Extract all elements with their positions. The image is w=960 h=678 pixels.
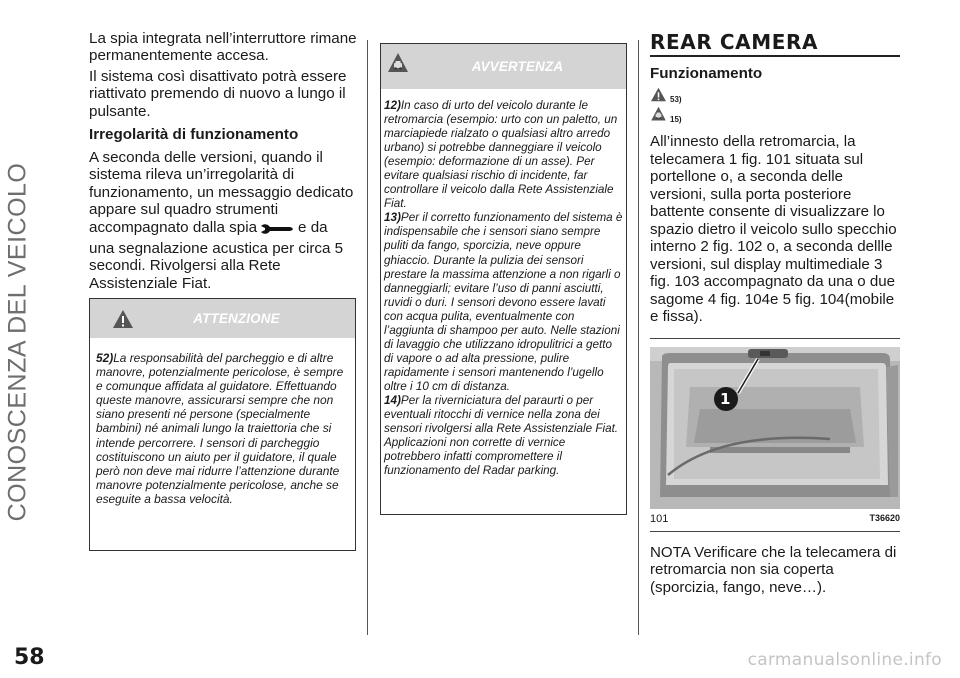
- column-divider-2: [638, 40, 639, 635]
- note-text: In caso di urto del veicolo durante le retromarcia (esempio: urto con un paletto, un marciapiede rialzato o qualsiasi altro arredo urbano) si potrebbe danneggiare il veicolo (esempio: deformazione di un asse). Per evitare qualsiasi rischio di incidente, far controllare il veicolo dalla Rete Assistenziale Fiat.: [384, 99, 618, 211]
- operation-heading: Funzionamento: [650, 65, 763, 82]
- avvertenza-body: [381, 89, 626, 486]
- warning-reference: [650, 87, 900, 107]
- wrench-icon: [259, 222, 295, 240]
- warning-triangle-icon: [112, 309, 134, 334]
- watermark: carmanualsonline.info: [747, 650, 942, 670]
- note-ref: 52): [96, 351, 114, 365]
- figure-bottom-rule: [650, 531, 900, 532]
- section-title: REAR CAMERA: [650, 30, 819, 54]
- note-ref: 12): [384, 99, 401, 112]
- page-number: 58: [14, 645, 45, 670]
- figure-caption: [650, 513, 900, 525]
- attenzione-box: [89, 298, 356, 551]
- side-section-title-text: CONOSCENZA DEL VEICOLO: [3, 162, 32, 522]
- caution-reference: [650, 107, 900, 127]
- figure-code: T36620: [869, 512, 900, 523]
- caution-reference-number: 15): [670, 115, 682, 124]
- note-14: [384, 394, 623, 478]
- camera-description: All’innesto della retromarcia, la telecamera 1 fig. 101 situata sul portellone o, a seconda delle versioni, sulla porta posteriore battente consente di visualizzare lo spazio dietro il veicolo sullo specchio interno 2 fig. 102 o, a seconda dellle versioni, sul display multimediale 3 fig. 103 accompagnato da una o due sagome 4 fig. 104e 5 fig. 104(mobile e fissa).: [650, 133, 897, 325]
- malfunction-text-after: e da una segnalazione acustica per circa 5 secondi. Rivolgersi alla Rete Assistenziale Fiat.: [89, 218, 344, 292]
- car-warning-icon: [387, 52, 409, 79]
- attenzione-title: ATTENZIONE: [193, 311, 280, 326]
- note-12: [384, 99, 623, 211]
- rear-window-illustration: [650, 347, 900, 509]
- note-ref: 14): [384, 393, 401, 407]
- warning-triangle-icon: [650, 87, 667, 107]
- column-1: [89, 30, 357, 295]
- column-3: [650, 30, 900, 599]
- note-text: Per la riverniciatura del paraurti o per eventuali ritocchi di vernice nella zona dei sensori rivolgersi alla Rete Assistenziale Fiat. Applicazioni non corrette di vernice potrebbero infatti compromettere il funzionamento del Radar parking.: [384, 393, 619, 478]
- avvertenza-title: AVVERTENZA: [471, 59, 564, 74]
- intro-paragraph-2: Il sistema così disattivato potrà essere riattivato premendo di nuovo a lungo il pulsante.: [89, 67, 347, 120]
- column-divider-1: [367, 40, 368, 635]
- intro-paragraph-1: La spia integrata nell’interruttore rimane permanentemente accesa.: [89, 30, 357, 65]
- avvertenza-box: [380, 43, 627, 515]
- warning-reference-number: 53): [670, 95, 682, 104]
- note-ref: 13): [384, 211, 401, 225]
- car-warning-icon: [650, 106, 667, 127]
- note-13: [384, 211, 623, 394]
- figure-number: 101: [650, 512, 669, 525]
- malfunction-heading: Irregolarità di funzionamento: [89, 126, 299, 144]
- attenzione-body: [90, 338, 355, 514]
- avvertenza-header: [381, 44, 626, 89]
- section-title-rule: [650, 55, 900, 57]
- note-52: [96, 351, 350, 506]
- figure-top-rule: [650, 338, 900, 339]
- camera-note: NOTA Verificare che la telecamera di retromarcia non sia coperta (sporcizia, fango, neve…).: [650, 543, 897, 596]
- attenzione-header: [90, 299, 355, 338]
- malfunction-text-before: A seconda delle versioni, quando il sistema rileva un’irregolarità di funzionamento, un messaggio dedicato appare sul quadro strumenti accompagnato dalla spia: [89, 149, 354, 236]
- note-text: La responsabilità del parcheggio e di altre manovre, potenzialmente pericolose, è sempre e comunque affidata al guidatore. Effettuando queste manovre, assicurarsi sempre che non siano presenti né persone (specialmente bambini) né animali lungo la traiettoria che si intende percorrere. I sensori di parcheggio costituiscono un aiuto per il guidatore, il quale però non deve mai ridurre l’attenzione durante manovre potenzialmente pericolose, anche se eseguite a bassa velocità.: [96, 351, 344, 506]
- malfunction-paragraph: [89, 149, 357, 292]
- figure-callout-1: 1: [720, 389, 731, 408]
- note-text: Per il corretto funzionamento del sistema è indispensabile che i sensori siano sempre puliti da fango, sporcizia, neve oppure ghiaccio. Durante la pulizia dei sensori prestare la massima attenzione a non rigarli o danneggiarli; evitare l’uso di panni asciutti, ruvidi o duri. I sensori devono essere lavati con acqua pulita, eventualmente con l’aggiunta di shampoo per auto. Nelle stazioni di lavaggio che utilizzano idropulitrici a getto di vapore o ad alta pressione, pulire rapidamente i sensori mantenendo l’ugello oltre i 10 cm di distanza.: [384, 211, 623, 393]
- rear-camera-figure: [650, 347, 900, 509]
